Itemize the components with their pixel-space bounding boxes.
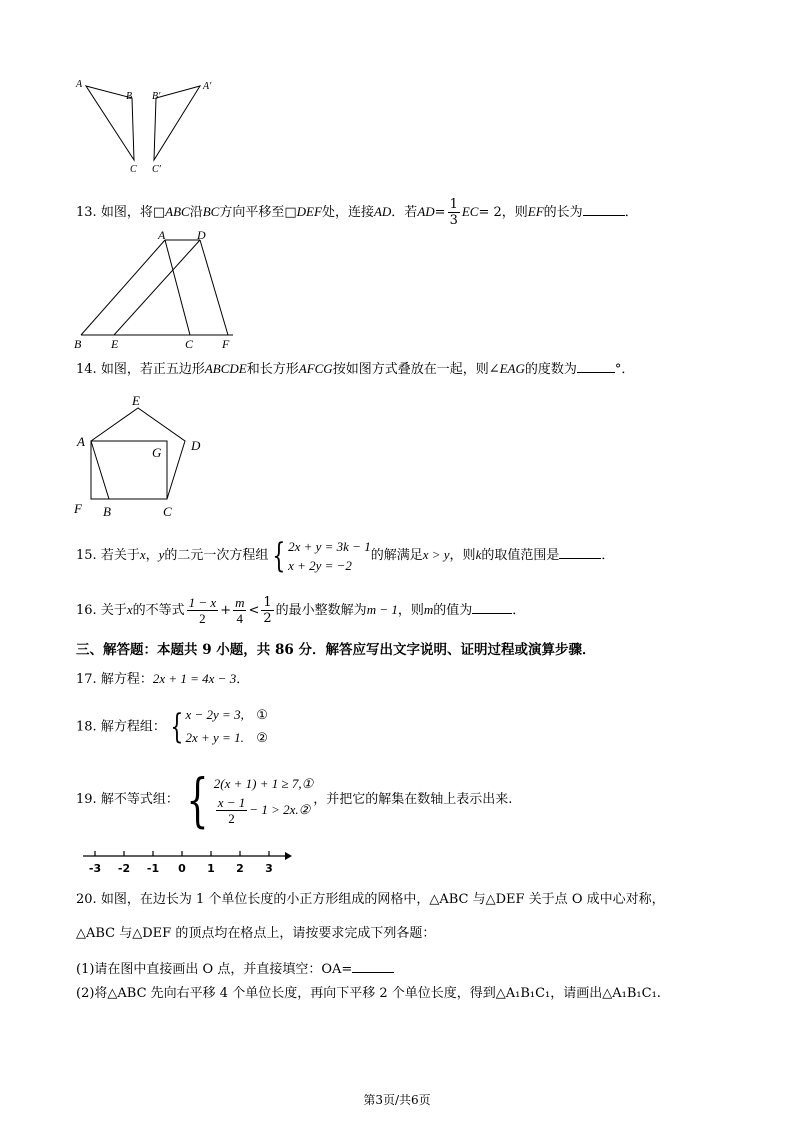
q13-def: DEF [296, 204, 322, 219]
q20-answer-blank[interactable] [352, 958, 394, 973]
q13-label-d: D [197, 228, 206, 242]
q18-row-1 [185, 704, 267, 727]
q13-text-6: ，则 [501, 205, 528, 220]
q19-text-2: ，并把它的解集在数轴上表示出来. [313, 792, 513, 807]
q13-ad: AD [373, 204, 392, 219]
number-line [80, 846, 295, 880]
q16-lt: < [248, 603, 260, 618]
q16-f3-num: 1 [263, 595, 272, 610]
label-a: A [76, 79, 83, 90]
q14-afcg: AFCG [298, 361, 333, 376]
q16-text-3: 的最小整数解为 [275, 603, 367, 618]
q14-text-4: 的度数为 [524, 362, 577, 377]
q14-label-f: F [74, 501, 82, 516]
q15-text-4: ，则 [449, 548, 476, 563]
q14-end: °． [614, 362, 635, 377]
q14-label-g: G [152, 445, 162, 460]
q13-number: 13. [76, 205, 97, 220]
q15-eq1: 2x + y = 3k − 1 [288, 538, 371, 554]
q14-answer-blank[interactable] [577, 358, 615, 373]
q13-frac-den: 3 [449, 213, 458, 228]
q20-line-2: △ABC 与△DEF 的顶点均在格点上，请按要求完成下列各题： [76, 926, 436, 941]
q13-triangle-symbol: □ [152, 205, 166, 220]
tick-label: 2 [236, 862, 244, 875]
page-footer: 第3页/共6页 [363, 1093, 431, 1107]
q16-f3-den: 2 [263, 611, 272, 626]
question-19 [76, 765, 513, 834]
q15-system [288, 537, 371, 575]
q19-row-2 [214, 795, 314, 826]
q14-angle: ∠EAG [488, 361, 525, 376]
figure-reflected-triangles [70, 74, 230, 174]
q15-text-2: 的二元一次方程组 [164, 548, 269, 563]
q16-text-4: ，则 [397, 603, 424, 618]
q14-label-b: B [103, 504, 111, 519]
q20-line-1: 如图，在边长为 1 个单位长度的小正方形组成的网格中，△ABC 与△DEF 关于点 O 成中心对称， [100, 892, 665, 907]
q13-text-1: 如图，将 [100, 205, 153, 220]
q18-eq2: 2x + y = 1. [185, 730, 244, 745]
q19-eq2-rest: − 1 > 2x.② [249, 802, 311, 817]
q17-number: 17. [76, 672, 97, 687]
q15-x: x [139, 547, 146, 562]
question-17 [76, 670, 249, 689]
q16-fraction-3 [261, 595, 273, 626]
q14-label-d: D [191, 438, 201, 453]
q18-eq1: x − 2y = 3, [185, 707, 244, 722]
q16-m: m [423, 602, 434, 617]
q19-fraction [216, 795, 248, 826]
q13-text-3: 方向平移至 [219, 205, 285, 220]
label-b: B [126, 91, 133, 102]
q15-answer-blank[interactable] [559, 544, 601, 559]
q13-ef: EF [527, 204, 544, 219]
q18-number: 18. [76, 719, 97, 735]
q13-ad-2: AD [417, 204, 435, 219]
tick-label: 0 [178, 862, 186, 875]
q16-plus: + [220, 603, 232, 618]
q13-frac-num: 1 [449, 197, 458, 212]
q16-fraction-1 [187, 595, 219, 626]
q15-text-1: 若关于 [100, 548, 140, 563]
question-18 [76, 704, 268, 750]
label-c: C [130, 164, 137, 174]
q19-eq1: 2(x + 1) + 1 ≥ 7,① [213, 776, 314, 791]
q14-number: 14. [76, 362, 97, 377]
q16-fraction-2 [233, 595, 246, 626]
q15-text-3: 的解满足 [370, 548, 423, 563]
figure-q13-translation [70, 228, 245, 350]
question-14 [76, 358, 634, 379]
q16-f2-num: m [235, 595, 245, 610]
q16-text-5: 的值为 [433, 603, 473, 618]
q19-frac-den: 2 [228, 811, 235, 826]
q15-end: ． [601, 548, 615, 563]
q16-m-minus-1: m − 1 [366, 602, 398, 617]
q14-abcde: ABCDE [204, 361, 247, 376]
q13-label-f: F [222, 337, 230, 350]
q18-mark2: ② [256, 731, 268, 746]
q18-row-2 [185, 727, 267, 750]
triangle-a1b1c1 [154, 86, 200, 160]
q16-f1-num: 1 − x [188, 595, 217, 610]
q13-text-2: 沿 [189, 205, 203, 220]
q16-text-1: 关于 [100, 603, 127, 618]
q16-answer-blank[interactable] [472, 599, 512, 614]
q13-label-a: A [158, 228, 166, 242]
q13-label-e: E [111, 337, 119, 350]
q13-eq: = [434, 205, 446, 220]
q15-text-5: 的取值范围是 [481, 548, 560, 563]
q15-brace: { [272, 535, 286, 576]
tick-label: 1 [207, 862, 215, 875]
q13-answer-blank[interactable] [583, 201, 625, 216]
q13-label-c: C [185, 337, 194, 350]
q17-equation: 2x + 1 = 4x − 3 [152, 671, 237, 686]
q18-text-1: 解方程组： [100, 719, 166, 735]
q20-part-1-text: (1)请在图中直接画出 O 点，并直接填空：OA= [76, 962, 353, 977]
q17-text-1: 解方程： [100, 672, 153, 687]
q15-k: k [475, 547, 482, 562]
label-b1: B′ [152, 91, 161, 102]
q19-system [214, 773, 314, 826]
tick-label: -2 [117, 862, 131, 875]
tick-label: -1 [146, 862, 160, 875]
q13-text-7: 的长为 [543, 205, 583, 220]
q15-cond: x > y [422, 547, 450, 562]
q13-ec: EC [461, 204, 479, 219]
q19-number: 19. [76, 792, 97, 807]
q18-system [185, 704, 267, 750]
q19-text-1: 解不等式组： [100, 792, 179, 807]
q13-end: ． [624, 205, 638, 220]
q13-label-b: B [74, 337, 82, 350]
q14-label-c: C [163, 504, 172, 519]
q13-triangle-symbol-2: □ [284, 205, 297, 220]
q16-x: x [126, 602, 133, 617]
q15-comma: ， [145, 548, 159, 563]
q13-bc: BC [202, 204, 220, 219]
q16-text-2: 的不等式 [132, 603, 185, 618]
pentagon-abcde [91, 408, 185, 499]
q19-frac-num: x − 1 [217, 795, 246, 810]
q14-text-2: 和长方形 [246, 362, 299, 377]
q18-brace: { [170, 707, 184, 747]
q20-part-1 [76, 958, 394, 979]
label-a1: A′ [203, 81, 212, 92]
q18-mark1: ① [256, 708, 268, 723]
q16-f1-den: 2 [199, 611, 206, 626]
q13-text-5: ．若 [391, 205, 418, 220]
q15-number: 15. [76, 548, 97, 563]
section-3-heading: 三、解答题：本题共 9 小题，共 86 分．解答应写出文字说明、证明过程或演算步骤． [76, 642, 596, 658]
q16-f2-den: 4 [236, 611, 244, 626]
q14-label-e: E [132, 393, 140, 408]
arrow-right-icon [285, 852, 292, 860]
question-16 [76, 593, 525, 628]
q17-end: ． [236, 672, 250, 687]
question-13 [76, 197, 638, 228]
tick-label: -3 [88, 862, 102, 875]
q13-fraction [448, 197, 460, 228]
q13-eq-2: = 2 [478, 205, 502, 220]
q20-number: 20. [76, 892, 97, 907]
figure-q14-pentagon-rectangle [70, 388, 220, 523]
q20-part-2: (2)将△ABC 先向右平移 4 个单位长度，再向下平移 2 个单位长度，得到△A₁B₁C₁，请画出△A₁B₁C₁. [76, 986, 661, 1001]
q15-y: y [158, 547, 165, 562]
label-c1: C′ [152, 164, 161, 174]
tick-label: 3 [265, 862, 273, 875]
q14-text-1: 如图，若正五边形 [100, 362, 205, 377]
question-20 [76, 891, 665, 909]
q14-text-3: 按如图方式叠放在一起，则 [332, 362, 489, 377]
q16-end: ． [512, 603, 526, 618]
q19-brace: { [186, 765, 209, 834]
q14-label-a: A [77, 434, 85, 449]
q13-abc: ABC [165, 204, 190, 219]
question-15 [76, 536, 614, 575]
q16-number: 16. [76, 603, 97, 618]
q15-eq2: x + 2y = −2 [288, 557, 352, 573]
q13-text-4: 处，连接 [321, 205, 374, 220]
